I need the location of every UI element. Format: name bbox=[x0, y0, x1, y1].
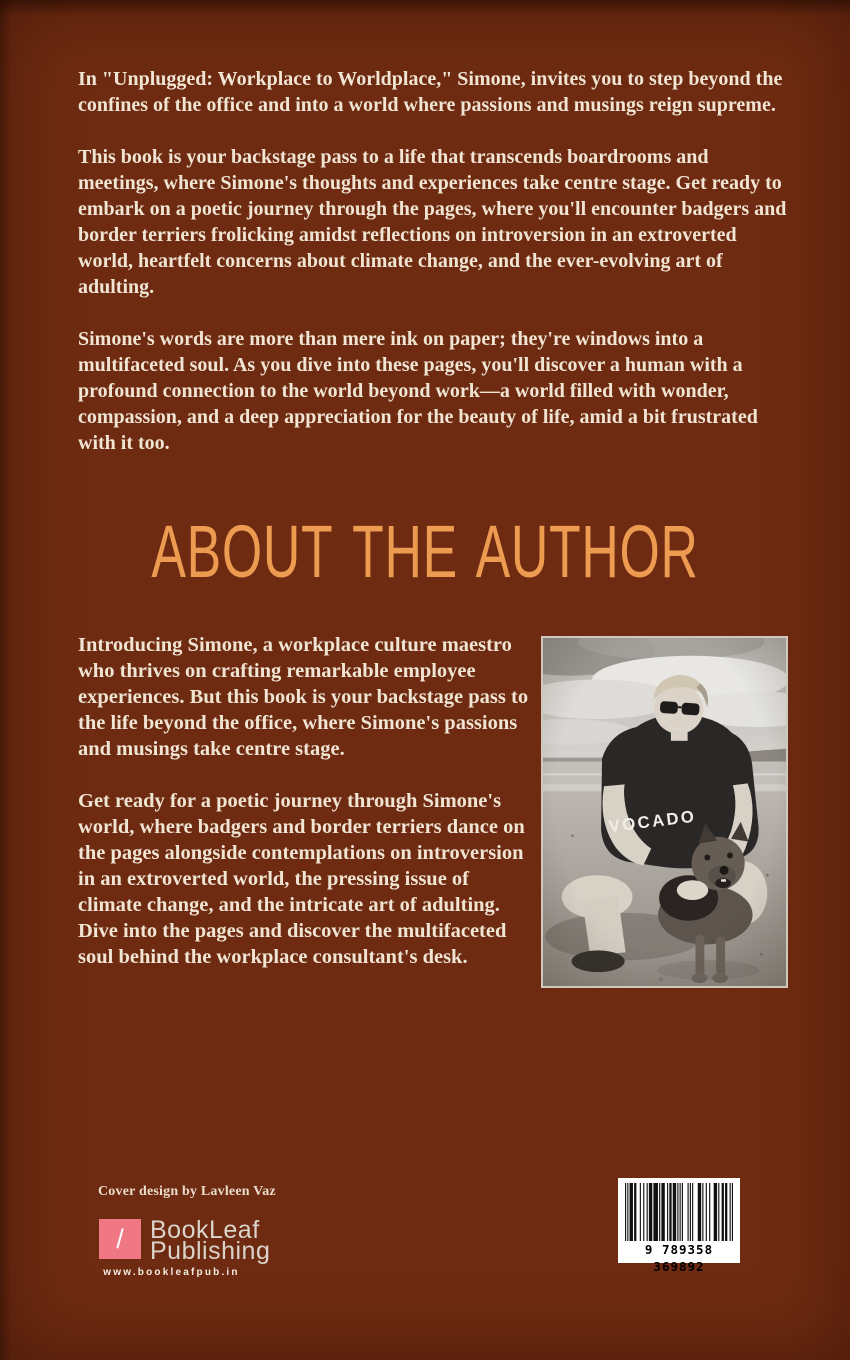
publisher-url: www.bookleafpub.in bbox=[103, 1267, 240, 1278]
about-text bbox=[78, 632, 534, 996]
barcode bbox=[618, 1178, 740, 1274]
author-photo bbox=[541, 636, 788, 988]
synopsis-paragraph: In "Unplugged: Workplace to Worldplace," Simone, invites you to step beyond the confines of the office and into a world where passions and musings reign supreme. bbox=[78, 68, 783, 116]
publisher-name-line2: Publishing bbox=[150, 1237, 271, 1265]
publisher-name bbox=[150, 1216, 271, 1265]
synopsis-paragraph: Simone's words are more than mere ink on paper; they're windows into a multifaceted soul. As you dive into these pages, you'll discover a human with a profound connection to the world beyond work—a world filled with wonder, compassion, and a deep appreciation for the beauty of life, amid a bit frustrated with it too. bbox=[78, 328, 758, 454]
synopsis-paragraph: This book is your backstage pass to a life that transcends boardrooms and meetings, where Simone's thoughts and experiences take centre stage. Get ready to embark on a poetic journey through the pages, where you'll encounter badgers and border terriers frolicking amidst reflections on introversion in an extroverted world, heartfelt concerns about climate change, and the ever-evolving art of adulting. bbox=[78, 146, 787, 298]
bookleaf-logo-icon bbox=[99, 1219, 141, 1259]
synopsis bbox=[78, 66, 792, 482]
barcode-bars bbox=[625, 1183, 733, 1241]
about-paragraph: Introducing Simone, a workplace culture maestro who thrives on crafting remarkable employee experiences. But this book is your backstage pass to the life beyond the office, where Simone's passions and musings take centre stage. bbox=[78, 634, 529, 760]
publisher-logo bbox=[99, 1216, 271, 1265]
isbn-number: 9 789358 369892 bbox=[644, 1242, 714, 1274]
about-the-author-heading: ABOUT THE AUTHOR bbox=[151, 510, 699, 593]
cover-design-credit: Cover design by Lavleen Vaz bbox=[98, 1184, 276, 1199]
author-photo-illustration bbox=[543, 638, 786, 986]
logo-slash: / bbox=[116, 1223, 124, 1254]
about-paragraph: Get ready for a poetic journey through Simone's world, where badgers and border terriers dance on the pages alongside contemplations on introversion in an extroverted world, the pressing issue of climate change, and the intricate art of adulting. Dive into the pages and discover the multifaceted soul behind the workplace consultant's desk. bbox=[78, 790, 525, 968]
publisher-name-line1: BookLeaf bbox=[150, 1216, 260, 1244]
about-section bbox=[78, 632, 788, 996]
